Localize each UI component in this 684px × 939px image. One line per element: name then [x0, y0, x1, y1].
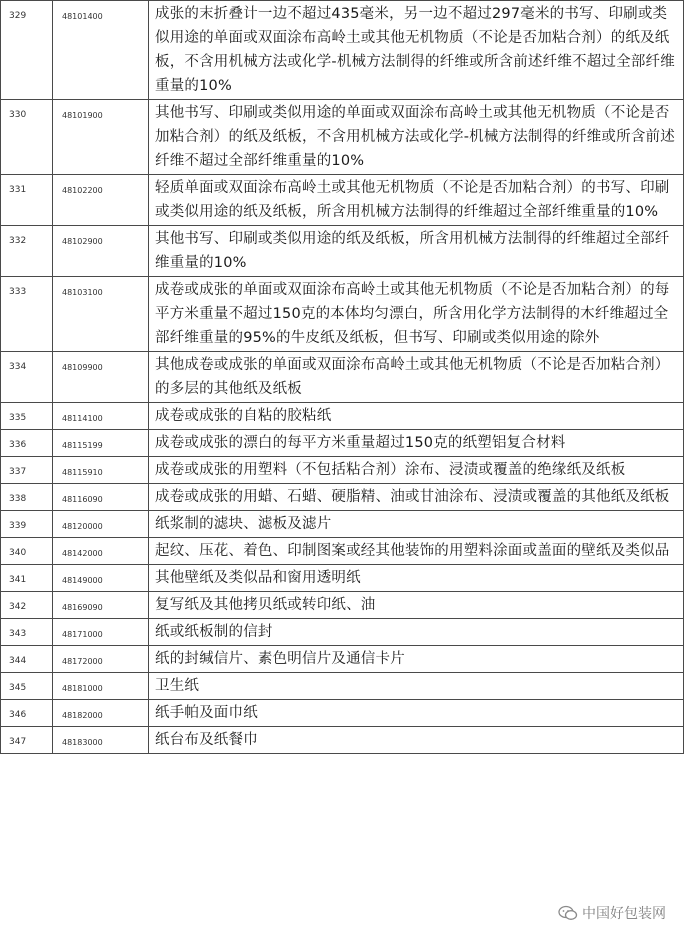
watermark [554, 903, 670, 923]
item-description: 成卷或成张的用塑料（不包括粘合剂）涂布、浸渍或覆盖的绝缘纸及纸板 [149, 457, 684, 484]
row-number: 332 [1, 226, 53, 277]
table-row [1, 511, 684, 538]
item-description: 卫生纸 [149, 673, 684, 700]
item-description: 轻质单面或双面涂布高岭土或其他无机物质（不论是否加粘合剂）的书写、印刷或类似用途的纸及纸板，所含用机械方法制得的纤维超过全部纤维重量的10% [149, 175, 684, 226]
hs-code: 48181000 [53, 673, 149, 700]
item-description: 纸的封缄信片、素色明信片及通信卡片 [149, 646, 684, 673]
row-number: 342 [1, 592, 53, 619]
row-number: 346 [1, 700, 53, 727]
row-number: 335 [1, 403, 53, 430]
row-number: 334 [1, 352, 53, 403]
row-number: 347 [1, 727, 53, 754]
wechat-icon [558, 905, 578, 921]
item-description: 成卷或成张的用蜡、石蜡、硬脂精、油或甘油涂布、浸渍或覆盖的其他纸及纸板 [149, 484, 684, 511]
item-description: 其他书写、印刷或类似用途的单面或双面涂布高岭土或其他无机物质（不论是否加粘合剂）的纸及纸板，不含用机械方法或化学-机械方法制得的纤维或所含前述纤维不超过全部纤维重量的10% [149, 100, 684, 175]
row-number: 333 [1, 277, 53, 352]
table-row [1, 538, 684, 565]
hs-code: 48101400 [53, 1, 149, 100]
row-number: 341 [1, 565, 53, 592]
hs-code: 48116090 [53, 484, 149, 511]
table-row [1, 403, 684, 430]
item-description: 纸手帕及面巾纸 [149, 700, 684, 727]
hs-code: 48114100 [53, 403, 149, 430]
hs-code: 48142000 [53, 538, 149, 565]
hs-code: 48102900 [53, 226, 149, 277]
item-description: 其他成卷或成张的单面或双面涂布高岭土或其他无机物质（不论是否加粘合剂）的多层的其他纸及纸板 [149, 352, 684, 403]
item-description: 纸或纸板制的信封 [149, 619, 684, 646]
hs-code: 48115910 [53, 457, 149, 484]
table-row [1, 100, 684, 175]
row-number: 343 [1, 619, 53, 646]
row-number: 330 [1, 100, 53, 175]
row-number: 344 [1, 646, 53, 673]
row-number: 338 [1, 484, 53, 511]
table-row [1, 565, 684, 592]
hs-code: 48169090 [53, 592, 149, 619]
table-row [1, 352, 684, 403]
table-row [1, 430, 684, 457]
item-description: 纸浆制的滤块、滤板及滤片 [149, 511, 684, 538]
table-row [1, 727, 684, 754]
hs-code: 48115199 [53, 430, 149, 457]
table-row [1, 619, 684, 646]
item-description: 成卷或成张的单面或双面涂布高岭土或其他无机物质（不论是否加粘合剂）的每平方米重量不超过150克的本体均匀漂白，所含用化学方法制得的木纤维超过全部纤维重量的95%的牛皮纸及纸板，但书写、印刷或类似用途的除外 [149, 277, 684, 352]
table-row [1, 592, 684, 619]
item-description: 成卷或成张的自粘的胶粘纸 [149, 403, 684, 430]
table-row [1, 277, 684, 352]
watermark-text: 中国好包装网 [582, 906, 666, 922]
row-number: 339 [1, 511, 53, 538]
table-row [1, 226, 684, 277]
item-description: 其他书写、印刷或类似用途的纸及纸板，所含用机械方法制得的纤维超过全部纤维重量的10% [149, 226, 684, 277]
table-row [1, 484, 684, 511]
table-row [1, 175, 684, 226]
item-description: 成卷或成张的漂白的每平方米重量超过150克的纸塑铝复合材料 [149, 430, 684, 457]
item-description: 其他壁纸及类似品和窗用透明纸 [149, 565, 684, 592]
hs-code: 48120000 [53, 511, 149, 538]
item-description: 起纹、压花、着色、印制图案或经其他装饰的用塑料涂面或盖面的壁纸及类似品 [149, 538, 684, 565]
hs-code: 48182000 [53, 700, 149, 727]
hs-code: 48102200 [53, 175, 149, 226]
row-number: 329 [1, 1, 53, 100]
table-row [1, 700, 684, 727]
hs-code: 48149000 [53, 565, 149, 592]
table-row [1, 646, 684, 673]
item-description: 纸台布及纸餐巾 [149, 727, 684, 754]
table-row [1, 457, 684, 484]
table-row [1, 1, 684, 100]
hs-code: 48101900 [53, 100, 149, 175]
row-number: 336 [1, 430, 53, 457]
hs-code: 48172000 [53, 646, 149, 673]
table-row [1, 673, 684, 700]
row-number: 331 [1, 175, 53, 226]
hs-code: 48183000 [53, 727, 149, 754]
row-number: 345 [1, 673, 53, 700]
hs-code: 48103100 [53, 277, 149, 352]
item-description: 成张的末折叠计一边不超过435毫米，另一边不超过297毫米的书写、印刷或类似用途的单面或双面涂布高岭土或其他无机物质（不论是否加粘合剂）的纸及纸板，不含用机械方法或化学-机械方法制得的纤维或所含前述纤维不超过全部纤维重量的10% [149, 1, 684, 100]
item-description: 复写纸及其他拷贝纸或转印纸、油 [149, 592, 684, 619]
hs-code: 48171000 [53, 619, 149, 646]
hs-code: 48109900 [53, 352, 149, 403]
row-number: 340 [1, 538, 53, 565]
row-number: 337 [1, 457, 53, 484]
